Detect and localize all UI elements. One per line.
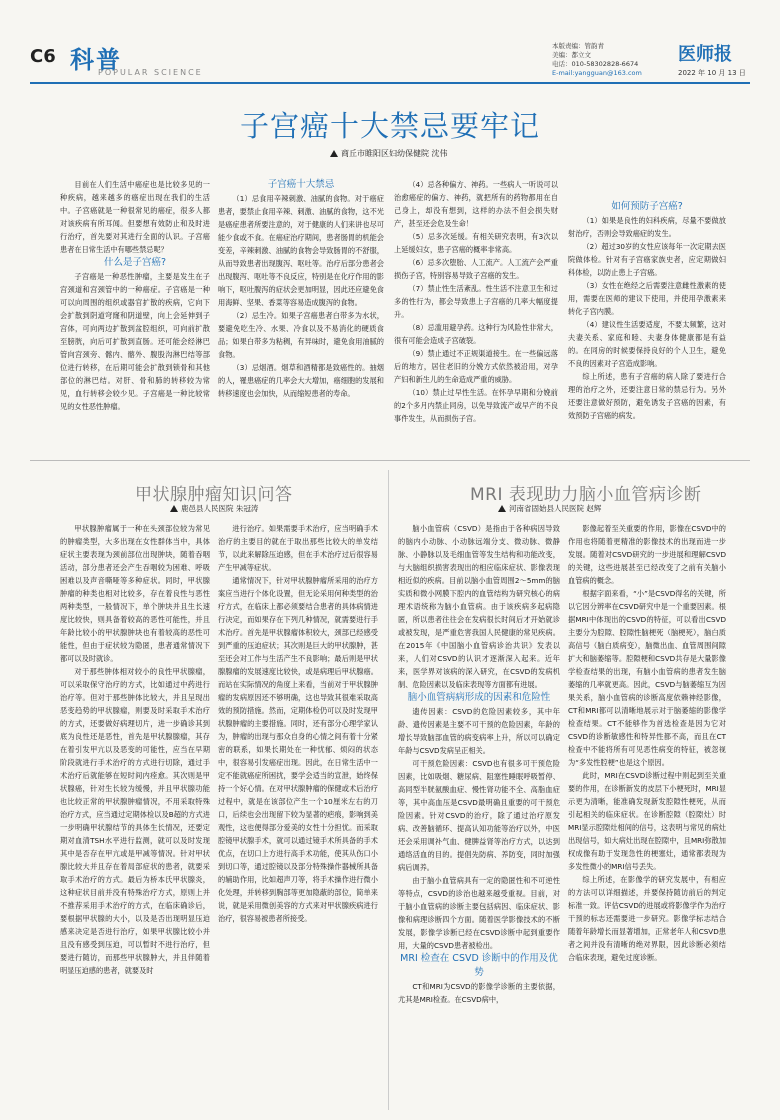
article3-column-2 [568,522,726,1112]
paragraph: 进行治疗。如果需要手术治疗，应当明确手术治疗的主要目的就在于取出那些比较大的单发结节，以此来解除压迫感，但在手术治疗过后很容易产生甲减等症状。 [218,524,378,572]
newspaper-logo: 医师报 [678,44,732,65]
paragraph: 甲状腺肿瘤属于一种在头颈部位较为常见的肿瘤类型，大多出现在女性群体当中，具体症状主要表现为颈前部位出现肿块，随着吞咽活动，部分患者还会产生吞咽较为困难、呼吸困难以及声音嘶哑等多种症状。同时，甲状腺肿瘤的种类也相对比较多，存在着良性与恶性两种类型，一般情况下，单个肿块并且生长速度比较快，则具备着较高的恶性可能性，并且年龄比较小的甲状腺肿块也有着较高的恶性可能性，但由于症状较为隐匿，患者通常情况下都可以及时就诊。 [60,524,210,663]
page-header [0,0,780,84]
article1-column-2 [218,176,384,448]
triangle-icon [170,505,178,512]
paragraph: 对于那些肿体相对较小的良性甲状腺瘤，可以采取保守治疗的方式，比如通过中药进行治疗等。但对于那些肿体比较大，并且呈现出恶变趋势的甲状腺瘤，则要及时采取手术治疗的方式，还要做好病理切片，进一步确诊其到底为良性还是恶性，首先是甲状腺腺瘤，其存在着引发甲亢以及恶变的可能性，应当在早期阶段就进行手术治疗的方式进行切除，通过手术治疗后就能够在短时间内痊愈。其次则是甲状腺癌，针对生长较为缓慢，并且甲状腺功能也比较正常的甲状腺肿瘤情况，不用采取特殊治疗方式，应当通过定期体检以及B超的方式进一步明确甲状腺结节的具体生长情况，还要定期对血清TSH水平进行监测，就可以及时发现其中是否存在甲亢或是甲减等情况。针对甲状腺比较大并且存在着局部症状的患者，就要采取手术治疗的方式。最后为桥本氏甲状腺炎，这种症状目前并没有特殊治疗方式，原则上并不推荐采用手术治疗的方式，在临床确诊后，要根据甲状腺的大小，以及是否出现明显压迫感来决定是否进行治疗，如果甲状腺比较小并且没有感受到压迫，可以暂时不进行治疗，但要进行随访，而那些甲状腺肿大，并且伴随着明显压迫感的患者，就要及时 [60,667,210,975]
paragraph: （2）超过30岁的女性应该每年一次定期去医院做体检。针对有子宫癌家族史者，应定期做妇科体检，以防止患上子宫癌。 [568,242,726,277]
article-title: 子宫癌十大禁忌要牢记 [239,109,540,143]
paragraph: （3）忌烟酒。烟草和酒精都是致癌性的。抽烟的人，罹患癌症的几率会大大增加，癌细胞的发展和转移速度也会加快，从而缩短患者的寿命。 [218,363,384,398]
paragraph: （3）女性在绝经之后需要注意雌性激素的使用，需要在医师的建议下使用，并使用孕激素来转化子宫内膜。 [568,281,726,316]
article3-title: MRI 表现助力脑小血管病诊断 [470,485,702,505]
article1-column-3 [394,178,558,448]
triangle-icon [498,505,506,512]
paragraph: （2）忌生冷。如果子宫癌患者白带多为水状，要避免吃生冷、水果、冷食以及不易消化的硬质食品；如果白带多为粘稠，有异味时，避免食用油腻的食物。 [218,311,384,359]
triangle-icon [330,150,338,157]
paragraph: （4）忌各种偏方、神药。一些病人一听说可以治愈癌症的偏方、神药，就把所有的药物都用在自己身上，却没有想到，这样的办法不但会损失财产，甚至还会危及生命！ [394,180,558,228]
article2-column-2 [218,522,378,1112]
header-rule [30,82,750,84]
designer-line: 美编：都立文 [552,51,591,59]
paragraph: 脑小血管病（CSVD）是指由于各种病因导致的脑内小动脉、小动脉远端分支、微动脉、微静脉、小静脉以及毛细血管等发生结构和功能改变，与大脑组织损害表现出的相应临床症状、影像表现相近似的疾病。目前以脑小血管周围2～5mm的脑实质和微小网膜下腔内的血管结构为研究核心的病理术语统称为脑小血管病。由于该疾病多起病隐匿，所以患者往往会在发病很长时间后才开始就诊或被发现，是严重危害我国人民健康的常见疾病。在2015年《中国脑小血管病诊治共识》发表以来，人们对CSVD的认识才逐渐深入起来。近年来，医学界对该病的深入研究，在CSVD的发病机制、危险因素以及临床表现等方面都有进展。 [398,524,560,689]
paragraph: 此时，MRI在CSVD诊断过程中则起到至关重要的作用，在诊断新发的皮层下小梗死时，MRI显示更为清晰，能准确发现新发腔隙性梗死，从而引起相关的临床症状。在诊断腔隙（腔隙灶）时MRI显示腔隙灶相间的信号，这表明与常见的病灶出现信号，如大病灶出现在腔隙中，且MRI弥散加权成像有助于发现急性的梗塞灶，通常都表现为多发性微小的MRI信号丢失。 [568,771,726,871]
paragraph: 根据字面来看，“小”是CSVD得名的关键，所以它因分辨率在CSVD研究中是一个重要因素。根据MRI中体现出的CSVD的特征，可以看出CSVD主要分为腔隙、腔隙性脑梗死（脑梗死），脑白质高信号（脑白质病变），脑微出血、血管周围间隙扩大和脑萎缩等。腔隙梗和CSVD共存是大量影像学检查结果的出现，有脑小血管病的患者发生脑萎缩的几率就更高。因此，CSVD与脑萎缩互为因果关系，脑小血管病的诊断高度依赖神经影像，CT和MRI都可以清晰地展示对于脑萎缩的影像学检查结果。CT不能够作为首选检查是因为它对CSVD的诊断敏感性和特异性都不高，而且在CT检查中不能将所有可见恶性病变的特征，被忽视为“多发性腔梗”也是这个原因。 [568,589,726,767]
email-line: E-mail:yangguan@163.com [552,69,642,77]
paragraph: 通常情况下，针对甲状腺肿瘤所采用的治疗方案应当进行个体化设置，但无论采用何种类型的治疗方式，在临床上都必须要结合患者的具体病情进行决定，而如果存在下列几种情况，就需要进行手术治疗。首先是甲状腺瘤体积较大，颈部已经感受到严重的压迫症状；其次则是巨大的甲状腺肿，甚至还会对工作与生活产生不良影响；最后则是甲状腺腺瘤的发展速度比较快，或是病理后甲状腺癌。而站在实际情况的角度上来看，当前对于甲状腺肿瘤的发病原因还不够明确，这也导致其很难采取高效的预防措施。然而，定期体检仍可以及时发现甲状腺肿瘤的主要措施。同时，还有部分心理学家认为，肿瘤的出现与那众自身的心情之间有着十分紧密的联系，如果长期处在一种忧郁、烦闷的状态中，很容易引发癌症出现。因此，在日常生活中一定不能就癌症所困扰，要学会适当的宣泄，始终保持一个好心情。在对甲状腺肿瘤的保健或术后治疗过程中，就是在该部位产生一个10厘米左右的刀口，后续也会出现留下较为显著的疤痕，影响到美观性，这也便得部分爱美的女性十分担忧。而采取腔镜甲状腺手术，就可以通过镜手术所具备的手术优点，在切口上方进行高手术功能，使其从伤口小到切口等，通过腔镜以及部分特殊操作器械所具备的辅助作用，比如超声刀等，将手术操作进行微小化处理，并转移到胸部等更加隐蔽的部位，简单来说，就是采用微创美容的方式来对甲状腺疾病进行治疗，很容易被患者所接受。 [218,576,378,923]
paragraph: （6）忌多次堕胎、人工流产。人工流产会严重损伤子宫，特别容易导致子宫癌的发生。 [394,258,558,280]
article1-column-4 [568,178,726,448]
article-byline: 商丘市睢阳区妇幼保健院 沈伟 [330,148,448,159]
article2-byline: 鹿邑县人民医院 朱冠涛 [170,503,258,514]
paragraph: 遗传因素：CSVD的危险因素较多，其中年龄、遗传因素是主要不可干预的危险因素，年龄的增长导致脑部血管的病变病率上升，所以可以确定年龄与CSVD发病呈正相关。 [398,707,560,755]
article2-title: 甲状腺肿瘤知识问答 [135,485,293,505]
paragraph: （7）禁止性生活紊乱。性生活不注意卫生和过多的性行为，都会导致患上子宫癌的几率大幅度提升。 [394,284,558,319]
phone-line: 电话：010-58302828-6674 [552,60,639,68]
section-title-en: POPULAR SCIENCE [98,68,203,77]
paragraph: 子宫癌是一种恶性肿瘤，主要是发生在子宫颈道和宫颈管中的一种癌症。子宫癌是一种可以向周围的组织或器官扩散的疾病，它向下会扩散到阴道穹窿和阴道壁，向上会延伸到子宫体，可向两边扩散到盆腔组织，可向前扩散至膀胱，向后可扩散到直肠。还可能会经淋巴管向宫颈旁、髂内、髂外、腹股沟淋巴结等部位进行转移，在后期可能会扩散到锁骨和其他部位的淋巴结。对肝、骨和肺的转移较为常见，血行转移会较少见。子宫癌是一种比较常见的女性恶性肿瘤。 [60,272,210,411]
paragraph: （5）忌多次延缓。有相关研究表明，有3次以上延缓妇女，患子宫癌的概率非常高。 [394,232,558,254]
article3-byline: 河南省固始县人民医院 赵辉 [498,503,601,514]
paragraph: 综上所述，患有子宫癌的病人除了要进行合理的治疗之外，还要注意日常的禁忌行为。另外还要注意做好预防，避免诱发子宫癌的因素，有效预防子宫癌的病发。 [568,372,726,420]
paragraph: 目前在人们生活中癌症也是比较多见的一种疾病，越来越多的癌症出现在我们的生活中。子宫癌就是一种很常见的癌症，很多人都对该疾病有所耳闻。但要想有效防止和及时进行治疗，首先要对其进行全面的认识。子宫癌患者在日常生活中有哪些禁忌呢？ [60,180,210,254]
article3-column-1 [398,522,560,1112]
article1-column-1 [60,178,210,448]
paragraph: （10）禁止过早性生活。在怀孕早期和分娩前的2个多月内禁止同房，以免导致流产或早产的不良事件发生，从而损伤子宫。 [394,388,558,423]
paragraph: （9）禁止通过不正规渠道接生。在一些偏远落后的地方，居住老旧的分娩方式依然被沿用，对孕产妇和新生儿的生命造成严重的威胁。 [394,349,558,384]
paragraph: 影像起着至关重要的作用，影像在CSVD中的作用也将随着更精准的影像技术的出现而进一步发展。随着对CSVD研究的一步进展和理解CSVD的关键，这些进展甚至已经改变了之前有关脑小血管病的概念。 [568,524,726,585]
paragraph: （4）建议性生活要适度，不要太频繁，这对夫妻关系、家庭和睦、夫妻身体健康都是有益的。在同房的时候要保持良好的个人卫生，避免不良的因素对子宫造成影响。 [568,320,726,368]
column-divider [388,470,389,1110]
paragraph: （1）忌食用辛辣刺激、油腻的食物。对于癌症患者，要禁止食用辛辣、刺激、油腻的食物，这不光是癌症患者所要注意的，对于健康的人们来讲也尽可能少食或不食。在癌症治疗期间，患者肠胃的机能会变差，辛辣刺激、油腻的食物会导致肠胃的不舒服，从而导致患者出现腹泻、呕吐等。治疗后部分患者会出现腹泻、呕吐等不良反应，特别是在化疗作用的影响下，呕吐腹泻的症状会更加明显，因此还应避免食用海鲜、坚果、香菜等容易造成腹泻的食物。 [218,194,384,307]
editor-info [552,42,672,78]
subheading: MRI 检查在 CSVD 诊断中的作用及优势 [400,953,558,978]
paragraph: （8）忌滥用避孕药。这种行为风险性非常大，很有可能会造成子宫破裂。 [394,323,558,345]
paragraph: （1）如果是良性的妇科疾病，尽量不要做放射治疗，否则会导致癌症的发生。 [568,216,726,238]
section-divider [30,460,750,461]
page-number: C6 [30,46,56,67]
paragraph: 由于脑小血管病具有一定的隐匿性和不可逆性等特点，CSVD的诊治也越来越受重视。目前，对于脑小血管病的诊断主要包括病因、临床症状、影像和病理诊断四个方面。随着医学影像技术的不断发展，影像学诊断已经在CSVD诊断中起到重要作用，大量的CSVD患者被检出。 [398,876,560,950]
subheading: 什么是子宫癌? [103,257,167,268]
subheading: 子宫癌十大禁忌 [267,179,335,190]
subheading: 脑小血管病病形成的因素和危险性 [407,692,551,703]
paragraph: 综上所述，在影像学的研究发展中，有相应的方法可以详细描述，并要保持随访前后的判定标准一致。评估CSVD的进展或将影像学作为治疗干预的标志还需要进一步研究。影像学标志结合随着年龄增长而显著增加，正常老年人和CSVD患者之间并没有清晰的绝对界限，因此诊断必须结合临床表现，避免过度诊断。 [568,875,726,962]
subheading: 如何预防子宫癌? [611,201,683,212]
issue-date: 2022 年 10 月 13 日 [678,69,746,77]
paragraph: CT和MRI为CSVD的影像学诊断的主要依据，尤其是MRI检查。在CSVD病中， [398,982,560,1004]
paragraph: 可干预危险因素：CSVD也有很多可干预危险因素，比如吸烟、糖尿病、阻塞性睡眠呼吸暂停、高同型半胱氨酸血症、慢性肾功能不全、高脂血症等，其中高血压是CSVD最明确且重要的可干预危险因素。针对CSVD的治疗，除了通过治疗原发病、改善脑循环、提高认知功能等治疗以外，中医还会采用调补气血、健脾益肾等治疗方式，以达到通络活血的目的。提倡先防病、养防变，同时加强病后调养。 [398,759,560,872]
article2-column-1 [60,522,210,1112]
editor-line: 本版责编：管韵青 [552,42,604,50]
section-title: 科普 [70,46,122,74]
